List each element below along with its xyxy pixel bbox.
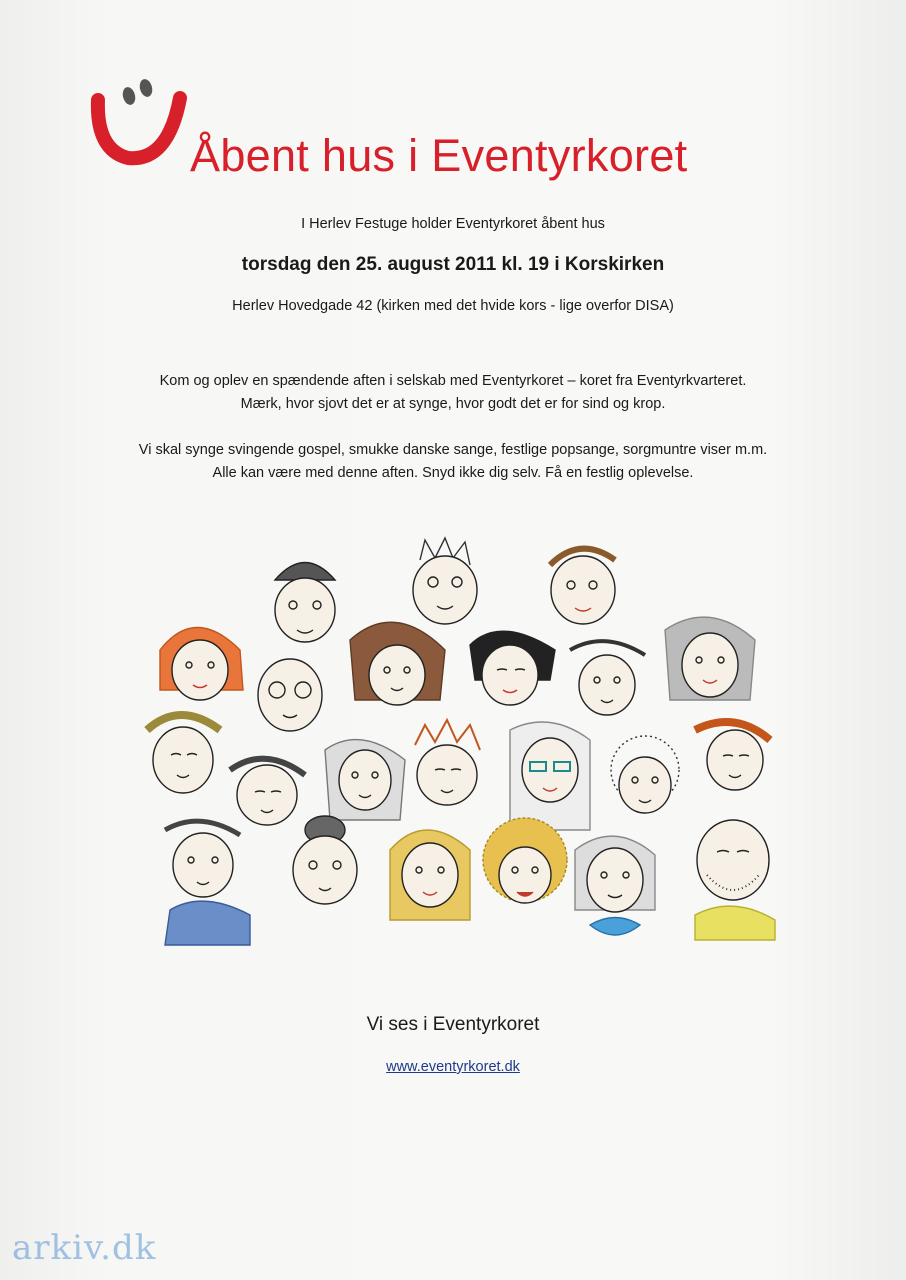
intro-text: I Herlev Festuge holder Eventyrkoret åbent hus xyxy=(301,216,605,232)
website-link[interactable]: www.eventyrkoret.dk xyxy=(386,1059,520,1075)
face-icon xyxy=(325,740,405,820)
face-icon xyxy=(258,659,322,731)
face-icon xyxy=(293,816,357,904)
face-icon xyxy=(483,818,567,903)
face-icon xyxy=(570,641,645,715)
website-line xyxy=(0,1058,906,1076)
face-icon xyxy=(695,820,775,940)
face-icon xyxy=(415,720,480,805)
face-icon xyxy=(470,631,555,705)
description-line: Vi skal synge svingende gospel, smukke danske sange, festlige popsange, sorgmuntre viser m.m. xyxy=(138,442,768,458)
face-icon xyxy=(550,549,615,624)
closing-text: Vi ses i Eventyrkoret xyxy=(366,1014,540,1035)
description-line: Alle kan være med denne aften. Snyd ikke dig selv. Få en festlig oplevelse. xyxy=(212,465,694,481)
face-icon xyxy=(413,538,477,624)
face-icon xyxy=(275,563,335,643)
description-line: Kom og oplev en spændende aften i selskab med Eventyrkoret – koret fra Eventyrkvarteret. xyxy=(159,373,747,389)
event-address: Herlev Hovedgade 42 (kirken med det hvide kors - lige overfor DISA) xyxy=(232,298,674,314)
face-icon xyxy=(665,617,755,700)
face-icon xyxy=(611,736,679,813)
poster-title: Åbent hus i Eventyrkoret xyxy=(190,130,688,181)
face-icon xyxy=(575,836,655,935)
event-date-time: torsdag den 25. august 2011 kl. 19 i Korskirken xyxy=(241,254,665,275)
face-icon xyxy=(695,722,770,790)
face-icon xyxy=(350,622,445,705)
face-icon xyxy=(160,628,243,701)
face-icon xyxy=(165,821,250,945)
archive-watermark: arkiv.dk xyxy=(12,1228,157,1268)
description-line: Mærk, hvor sjovt det er at synge, hvor godt det er for sind og krop. xyxy=(240,396,666,412)
face-icon xyxy=(510,722,590,830)
face-icon xyxy=(147,715,220,793)
face-icon xyxy=(390,830,470,920)
smiley-logo-icon xyxy=(88,70,188,170)
face-icon xyxy=(230,759,305,825)
choir-faces-drawing-icon xyxy=(125,530,790,970)
